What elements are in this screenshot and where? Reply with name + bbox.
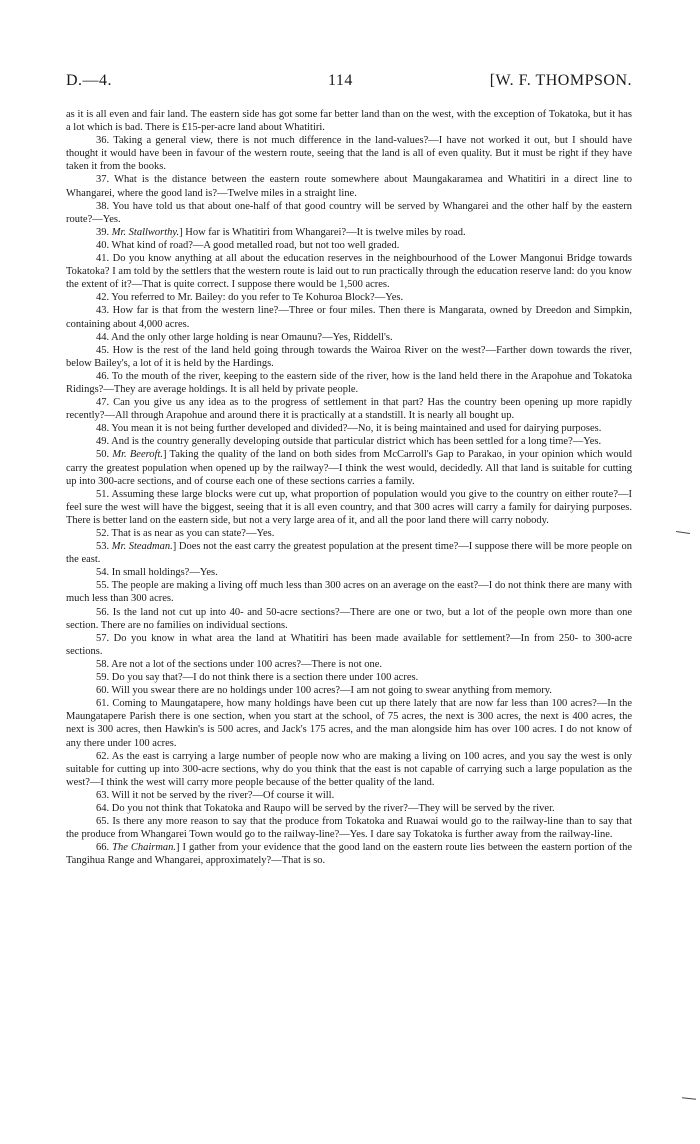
question-number: 50. bbox=[96, 449, 113, 461]
opening-paragraph: as it is all even and fair land. The eastern side has got some far better land than on the west, with the exception of Tokatoka, but it has a lot which is bad. There is £15-per-acre land about Whatitiri. bbox=[66, 109, 632, 134]
question-number: 66. bbox=[96, 842, 113, 854]
question-paragraph: 48. You mean it is not being further developed and divided?—No, it is being maintained and used for dairying purposes. bbox=[96, 423, 602, 435]
question-paragraph bbox=[66, 226, 632, 239]
question-paragraph: 55. The people are making a living off much less than 300 acres on an average on the east?—I do not think there are many with much less than 300 acres. bbox=[66, 580, 632, 605]
question-paragraph: 42. You referred to Mr. Bailey: do you refer to Te Kohuroa Block?—Yes. bbox=[96, 292, 404, 304]
question-paragraph: 46. To the mouth of the river, keeping to the eastern side of the river, how is the land held there in the Arapohue and Tokatoka Ridings?—They are average holdings. It is all held by private people. bbox=[66, 370, 632, 395]
speaker-name: The Chairman. bbox=[112, 842, 177, 854]
question-paragraph: 37. What is the distance between the eastern route somewhere about Maungakaramea and Whatitiri in a direct line to Whangarei, where the good land is?—Twelve miles in a straight line. bbox=[66, 174, 632, 199]
question-paragraph: 65. Is there any more reason to say that the produce from Tokatoka and Ruawai would go to the railway-line than to say that the produce from Whangarei Town would go to the railway-line?—Yes. I dare say Tokatoka is further away from the railway-line. bbox=[66, 816, 632, 841]
question-number: 53. bbox=[96, 541, 112, 553]
question-paragraph: 62. As the east is carrying a large number of people now who are making a living on 100 acres, and you say the west is only suitable for cutting up into 300-acre sections, why do you think that the east is not capable of carrying such a large population as the west?—I think the west will carry more people because of the better quality of the land. bbox=[66, 750, 632, 788]
question-paragraph: 61. Coming to Maungatapere, how many holdings have been cut up there lately that are now far less than 100 acres?—In the Maungatapere Parish there is one section, when you start at the school, of 75 acres, the next is 300 acres, the next is 400 acres, the next is 300 acres, then Hawkin's is 500 acres, and Jack's 175 acres, and the man alongside him has over 100 acres. I do not know of any there under 100 acres. bbox=[66, 698, 632, 749]
question-paragraph: 44. And the only other large holding is near Omaunu?—Yes, Riddell's. bbox=[96, 331, 393, 343]
page-number: 114 bbox=[328, 72, 353, 89]
question-text: ] I gather from your evidence that the good land on the eastern route lies between the eastern portion of the Tangihua Range and Whangarei, approximately?—That is so. bbox=[66, 842, 632, 867]
question-text: ] Does not the east carry the greatest population at the present time?—I suppose there will be more people on the east. bbox=[66, 541, 632, 566]
question-paragraph: 38. You have told us that about one-half of that good country will be served by Whangarei and the other half by the eastern route?—Yes. bbox=[66, 200, 632, 225]
question-paragraph: 63. Will it not be served by the river?—Of course it will. bbox=[96, 789, 335, 801]
question-number: 39. bbox=[96, 226, 112, 238]
question-paragraph: 56. Is the land not cut up into 40- and 50-acre sections?—There are one or two, but a lot of the people own more than one section. There are no families on individual sections. bbox=[66, 606, 632, 631]
question-paragraph: 49. And is the country generally developing outside that particular district which has been settled for a long time?—Yes. bbox=[96, 436, 602, 448]
question-paragraph bbox=[66, 841, 632, 867]
margin-mark bbox=[682, 1097, 696, 1099]
question-paragraph: 57. Do you know in what area the land at Whatitiri has been made available for settlement?—In from 250- to 300-acre sections. bbox=[66, 632, 632, 657]
question-paragraph: 51. Assuming these large blocks were cut up, what proportion of population would you give to the country on either route?—I feel sure the west will have the biggest, seeing that it is all even country, and that 300 acres will carry a family for dairying purposes. There is better land on the eastern side, but not a very large area of it, and all the poor land there will carry nobody. bbox=[66, 488, 632, 526]
document-reference: D.—4. bbox=[66, 72, 113, 89]
question-text: ] How far is Whatitiri from Whangarei?—It is twelve miles by road. bbox=[179, 226, 466, 238]
speaker-name: Mr. Stallworthy. bbox=[111, 226, 180, 238]
question-text: ] Taking the quality of the land on both sides from McCarroll's Gap to Parakao, in your opinion which would carry the greatest population when opened up by the railway?—I think the west would, decidedly. All that land is suitable for cutting up into 300-acre sections, and of course each one of these sections carries a family. bbox=[66, 449, 633, 487]
question-paragraph: 52. That is as near as you can state?—Yes. bbox=[96, 528, 275, 539]
document-page bbox=[66, 72, 632, 867]
question-paragraph: 47. Can you give us any idea as to the progress of settlement in that part? Has the country been opening up more rapidly recently?—All through Arapohue and around there it is practically at a standstill. It is nearly all bought up. bbox=[66, 397, 632, 422]
testimony-body bbox=[66, 108, 632, 867]
question-paragraph: 54. In small holdings?—Yes. bbox=[96, 567, 218, 579]
question-paragraph bbox=[66, 540, 632, 566]
question-paragraph: 64. Do you not think that Tokatoka and Raupo will be served by the river?—They will be served by the river. bbox=[96, 802, 555, 814]
question-paragraph: 59. Do you say that?—I do not think there is a section there under 100 acres. bbox=[96, 672, 419, 684]
question-paragraph: 60. Will you swear there are no holdings under 100 acres?—I am not going to swear anything from memory. bbox=[96, 685, 552, 697]
witness-name: [W. F. THOMPSON. bbox=[489, 72, 632, 89]
question-paragraph: 36. Taking a general view, there is not much difference in the land-values?—I have not worked it out, but I should have thought it would have been in favour of the western route, seeing that the land is all of even quality. But it must be right if they have taken it from the books. bbox=[66, 135, 632, 173]
question-paragraph bbox=[66, 448, 632, 487]
question-paragraph: 40. What kind of road?—A good metalled road, but not too well graded. bbox=[96, 239, 400, 251]
question-paragraph: 45. How is the rest of the land held going through towards the Wairoa River on the west?—Farther down towards the river, below Bailey's, a lot of it is held by the Hardings. bbox=[66, 344, 632, 369]
speaker-name: Mr. Beeroft. bbox=[112, 449, 164, 461]
question-paragraph: 43. How far is that from the western line?—Three or four miles. Then there is Mangarata, owned by Dreedon and Simpkin, containing about 4,000 acres. bbox=[66, 305, 632, 330]
page-header bbox=[66, 72, 632, 94]
margin-mark bbox=[676, 531, 690, 534]
question-paragraph: 41. Do you know anything at all about the education reserves in the neighbourhood of the Lower Mangonui Bridge towards Tokatoka? I am told by the settlers that the western route is laid out to run practically through the education reserve land: do you know the extent of it?—That is quite correct. I suppose there would be 1,500 acres. bbox=[66, 253, 632, 291]
question-paragraph: 58. Are not a lot of the sections under 100 acres?—There is not one. bbox=[96, 658, 383, 670]
speaker-name: Mr. Steadman. bbox=[111, 541, 173, 553]
